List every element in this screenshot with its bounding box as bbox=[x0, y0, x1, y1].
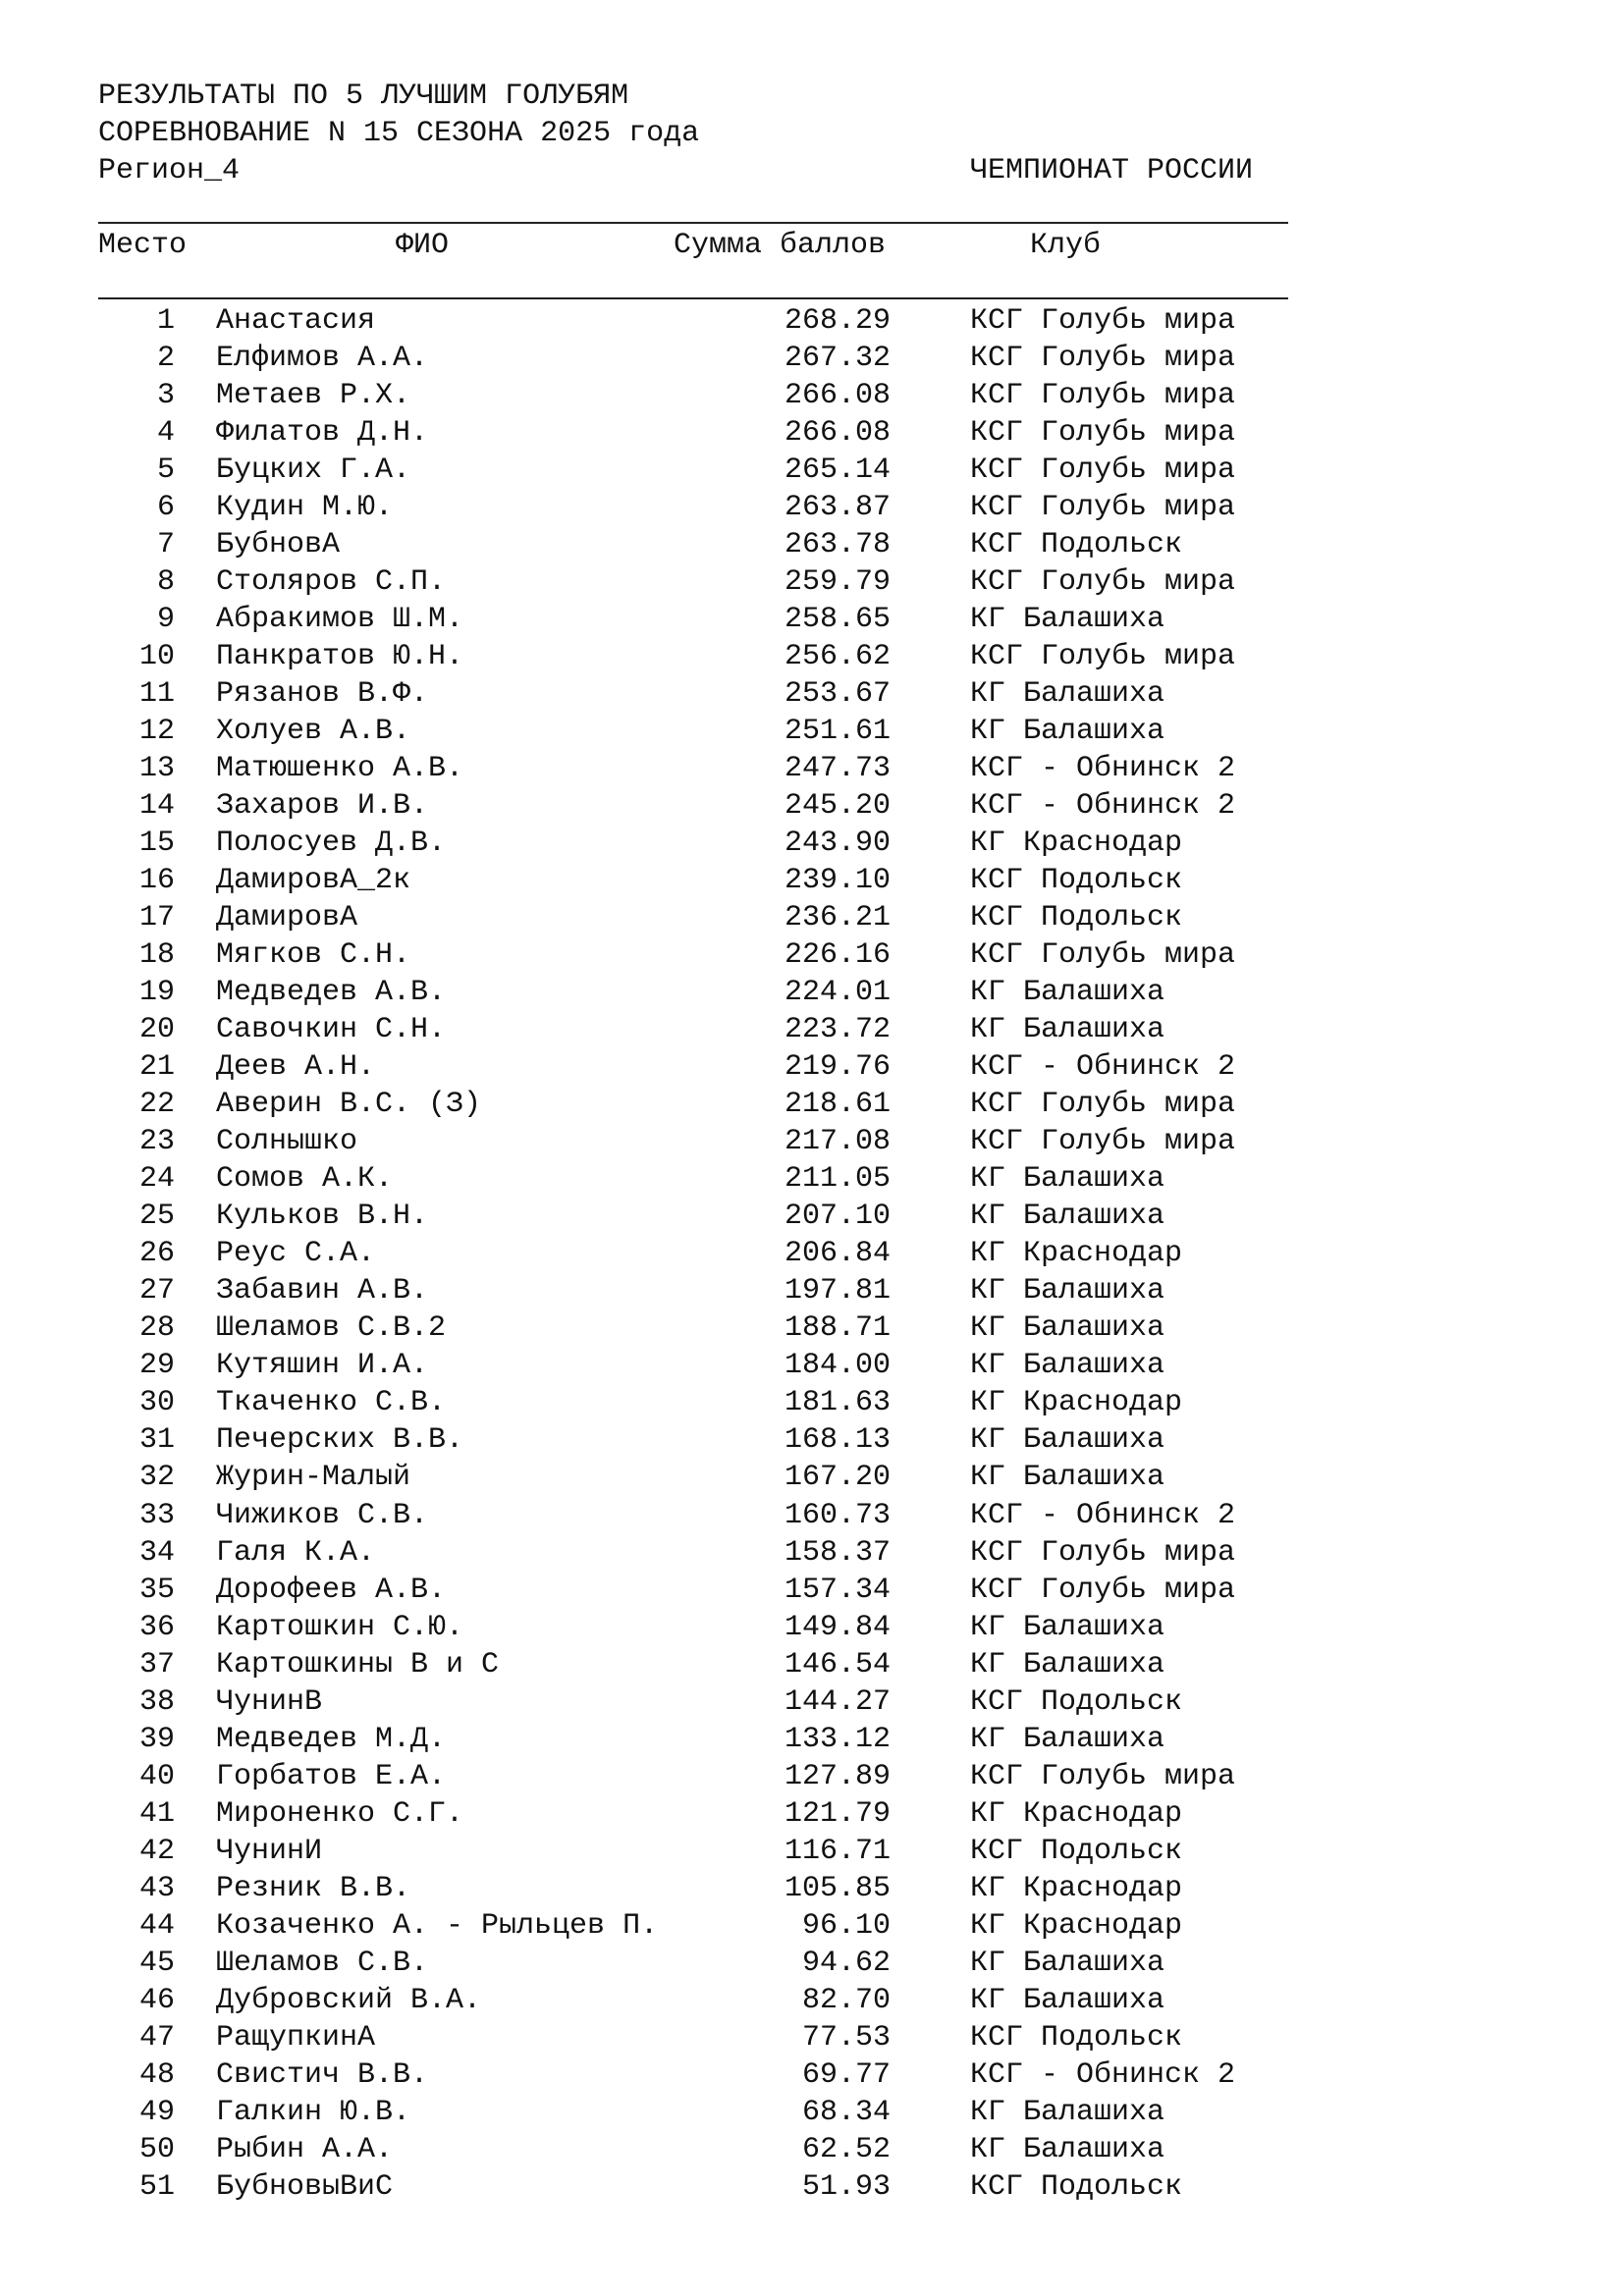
column-header-club: Клуб bbox=[1030, 229, 1102, 262]
row-place: 29 bbox=[138, 1349, 175, 1383]
row-place: 16 bbox=[138, 864, 175, 898]
table-row bbox=[0, 1870, 1624, 1907]
row-place: 33 bbox=[138, 1498, 175, 1532]
row-club: КГ Балашиха bbox=[970, 2095, 1165, 2129]
table-row bbox=[0, 899, 1624, 936]
table-row bbox=[0, 1534, 1624, 1572]
row-club: КГ Краснодар bbox=[970, 1386, 1183, 1420]
row-name: Сомов А.К. bbox=[216, 1162, 394, 1197]
row-place: 11 bbox=[138, 677, 175, 712]
row-score: 251.61 bbox=[784, 715, 891, 749]
table-row bbox=[0, 862, 1624, 899]
row-club: КСГ Подольск bbox=[970, 1684, 1183, 1719]
row-place: 32 bbox=[138, 1461, 175, 1495]
row-club: КСГ Голубь мира bbox=[970, 491, 1236, 525]
row-score: 256.62 bbox=[784, 640, 891, 674]
row-club: КГ Балашиха bbox=[970, 1423, 1165, 1458]
row-place: 10 bbox=[138, 640, 175, 674]
row-club: КГ Балашиха bbox=[970, 1311, 1165, 1346]
row-place: 1 bbox=[156, 304, 175, 338]
table-row bbox=[0, 1011, 1624, 1048]
row-name: Реус С.А. bbox=[216, 1237, 376, 1271]
row-score: 267.32 bbox=[784, 342, 891, 376]
row-name: Горбатов Е.А. bbox=[216, 1759, 447, 1793]
row-name: Медведев М.Д. bbox=[216, 1722, 447, 1756]
row-score: 226.16 bbox=[784, 938, 891, 973]
row-name: Галкин Ю.В. bbox=[216, 2095, 411, 2129]
table-row bbox=[0, 2094, 1624, 2131]
row-club: КСГ Голубь мира bbox=[970, 1573, 1236, 1607]
row-place: 13 bbox=[138, 752, 175, 786]
row-score: 144.27 bbox=[784, 1684, 891, 1719]
row-club: КГ Балашиха bbox=[970, 1722, 1165, 1756]
row-score: 168.13 bbox=[784, 1423, 891, 1458]
row-score: 207.10 bbox=[784, 1200, 891, 1234]
row-score: 247.73 bbox=[784, 752, 891, 786]
row-score: 158.37 bbox=[784, 1535, 891, 1570]
row-club: КСГ - Обнинск 2 bbox=[970, 1050, 1236, 1085]
table-row bbox=[0, 1272, 1624, 1309]
row-club: КСГ Подольск bbox=[970, 901, 1183, 935]
row-club: КГ Краснодар bbox=[970, 1237, 1183, 1271]
row-club: КГ Балашиха bbox=[970, 1013, 1165, 1047]
row-score: 224.01 bbox=[784, 976, 891, 1010]
row-name: Ткаченко С.В. bbox=[216, 1386, 447, 1420]
row-name: Чижиков С.В. bbox=[216, 1498, 429, 1532]
row-place: 46 bbox=[138, 1983, 175, 2017]
table-row bbox=[0, 1347, 1624, 1384]
row-club: КСГ Голубь мира bbox=[970, 379, 1236, 413]
row-club: КСГ Голубь мира bbox=[970, 565, 1236, 600]
table-row bbox=[0, 340, 1624, 377]
row-score: 160.73 bbox=[784, 1498, 891, 1532]
row-place: 38 bbox=[138, 1684, 175, 1719]
row-score: 181.63 bbox=[784, 1386, 891, 1420]
row-club: КСГ Подольск bbox=[970, 2169, 1183, 2204]
table-row bbox=[0, 675, 1624, 713]
row-club: КСГ Подольск bbox=[970, 1834, 1183, 1868]
table-row bbox=[0, 1123, 1624, 1160]
table-row bbox=[0, 1459, 1624, 1496]
row-place: 23 bbox=[138, 1125, 175, 1159]
table-row bbox=[0, 1758, 1624, 1795]
table-row bbox=[0, 787, 1624, 825]
row-club: КГ Балашиха bbox=[970, 677, 1165, 712]
row-place: 20 bbox=[138, 1013, 175, 1047]
table-row bbox=[0, 377, 1624, 414]
row-club: КГ Балашиха bbox=[970, 1610, 1165, 1644]
table-row bbox=[0, 1795, 1624, 1833]
row-place: 5 bbox=[156, 454, 175, 488]
row-place: 30 bbox=[138, 1386, 175, 1420]
championship-label: ЧЕМПИОНАТ РОССИИ bbox=[970, 154, 1254, 187]
table-row bbox=[0, 638, 1624, 675]
row-place: 8 bbox=[156, 565, 175, 600]
row-name: Картошкин С.Ю. bbox=[216, 1610, 464, 1644]
row-score: 211.05 bbox=[784, 1162, 891, 1197]
row-place: 9 bbox=[156, 603, 175, 637]
row-name: Медведев А.В. bbox=[216, 976, 447, 1010]
row-score: 268.29 bbox=[784, 304, 891, 338]
row-name: Кульков В.Н. bbox=[216, 1200, 429, 1234]
row-score: 96.10 bbox=[801, 1908, 891, 1943]
row-name: ЧунинИ bbox=[216, 1834, 323, 1868]
row-place: 21 bbox=[138, 1050, 175, 1085]
row-name: БубновыВиС bbox=[216, 2169, 394, 2204]
row-club: КСГ - Обнинск 2 bbox=[970, 1498, 1236, 1532]
table-row bbox=[0, 302, 1624, 340]
table-row bbox=[0, 1646, 1624, 1683]
row-score: 218.61 bbox=[784, 1088, 891, 1122]
table-row bbox=[0, 1683, 1624, 1721]
row-score: 68.34 bbox=[801, 2095, 891, 2129]
table-row bbox=[0, 601, 1624, 638]
row-name: Мягков С.Н. bbox=[216, 938, 411, 973]
row-name: Полосуев Д.В. bbox=[216, 827, 447, 861]
column-header-score: Сумма баллов bbox=[674, 229, 887, 262]
row-name: Печерских В.В. bbox=[216, 1423, 464, 1458]
row-score: 223.72 bbox=[784, 1013, 891, 1047]
row-place: 50 bbox=[138, 2132, 175, 2166]
row-place: 25 bbox=[138, 1200, 175, 1234]
row-place: 34 bbox=[138, 1535, 175, 1570]
table-row bbox=[0, 2056, 1624, 2094]
row-score: 146.54 bbox=[784, 1647, 891, 1682]
row-club: КСГ Голубь мира bbox=[970, 938, 1236, 973]
row-club: КГ Балашиха bbox=[970, 603, 1165, 637]
row-name: Резник В.В. bbox=[216, 1871, 411, 1905]
row-place: 15 bbox=[138, 827, 175, 861]
table-row bbox=[0, 1384, 1624, 1421]
row-score: 62.52 bbox=[801, 2132, 891, 2166]
row-club: КГ Балашиха bbox=[970, 1983, 1165, 2017]
row-name: Свистич В.В. bbox=[216, 2057, 429, 2092]
row-place: 51 bbox=[138, 2169, 175, 2204]
row-score: 219.76 bbox=[784, 1050, 891, 1085]
row-score: 263.87 bbox=[784, 491, 891, 525]
row-club: КСГ Подольск bbox=[970, 864, 1183, 898]
row-score: 263.78 bbox=[784, 528, 891, 562]
row-name: ЧунинВ bbox=[216, 1684, 323, 1719]
results-table bbox=[0, 302, 1624, 2206]
row-name: ДамировА_2к bbox=[216, 864, 411, 898]
table-row bbox=[0, 1833, 1624, 1870]
row-score: 149.84 bbox=[784, 1610, 891, 1644]
row-name: Матюшенко А.В. bbox=[216, 752, 464, 786]
header-top-rule bbox=[98, 222, 1288, 224]
row-club: КГ Балашиха bbox=[970, 976, 1165, 1010]
table-row bbox=[0, 974, 1624, 1011]
row-club: КГ Краснодар bbox=[970, 1871, 1183, 1905]
row-score: 265.14 bbox=[784, 454, 891, 488]
row-name: Кудин М.Ю. bbox=[216, 491, 394, 525]
row-name: Буцких Г.А. bbox=[216, 454, 411, 488]
region-label: Регион_4 bbox=[98, 154, 241, 187]
row-name: Рыбин А.А. bbox=[216, 2132, 394, 2166]
row-place: 14 bbox=[138, 789, 175, 824]
row-club: КГ Балашиха bbox=[970, 1349, 1165, 1383]
row-score: 121.79 bbox=[784, 1796, 891, 1831]
row-place: 3 bbox=[156, 379, 175, 413]
row-name: Рязанов В.Ф. bbox=[216, 677, 429, 712]
row-place: 41 bbox=[138, 1796, 175, 1831]
table-row bbox=[0, 414, 1624, 452]
row-place: 24 bbox=[138, 1162, 175, 1197]
table-row bbox=[0, 526, 1624, 563]
row-place: 22 bbox=[138, 1088, 175, 1122]
table-row bbox=[0, 1945, 1624, 1982]
row-score: 239.10 bbox=[784, 864, 891, 898]
row-name: Деев А.Н. bbox=[216, 1050, 376, 1085]
table-row bbox=[0, 1198, 1624, 1235]
row-name: РащупкинА bbox=[216, 2020, 376, 2055]
row-name: Козаченко А. - Рыльцев П. bbox=[216, 1908, 659, 1943]
row-club: КСГ Голубь мира bbox=[970, 1088, 1236, 1122]
row-place: 42 bbox=[138, 1834, 175, 1868]
row-club: КСГ Голубь мира bbox=[970, 416, 1236, 451]
row-club: КСГ Голубь мира bbox=[970, 304, 1236, 338]
row-club: КГ Балашиха bbox=[970, 1946, 1165, 1980]
row-club: КСГ Голубь мира bbox=[970, 454, 1236, 488]
table-row bbox=[0, 1497, 1624, 1534]
table-row bbox=[0, 1572, 1624, 1609]
report-title: РЕЗУЛЬТАТЫ ПО 5 ЛУЧШИМ ГОЛУБЯМ bbox=[98, 80, 629, 113]
table-row bbox=[0, 1982, 1624, 2019]
row-club: КГ Балашиха bbox=[970, 1162, 1165, 1197]
row-name: Солнышко bbox=[216, 1125, 358, 1159]
row-name: Дубровский В.А. bbox=[216, 1983, 482, 2017]
row-place: 44 bbox=[138, 1908, 175, 1943]
row-score: 188.71 bbox=[784, 1311, 891, 1346]
row-club: КСГ Голубь мира bbox=[970, 640, 1236, 674]
row-score: 253.67 bbox=[784, 677, 891, 712]
table-row bbox=[0, 713, 1624, 750]
row-club: КСГ Подольск bbox=[970, 2020, 1183, 2055]
table-row bbox=[0, 1421, 1624, 1459]
row-score: 245.20 bbox=[784, 789, 891, 824]
row-name: Савочкин С.Н. bbox=[216, 1013, 447, 1047]
table-row bbox=[0, 1721, 1624, 1758]
row-name: Кутяшин И.А. bbox=[216, 1349, 429, 1383]
row-club: КГ Балашиха bbox=[970, 1461, 1165, 1495]
row-name: Анастасия bbox=[216, 304, 376, 338]
table-row bbox=[0, 563, 1624, 601]
row-place: 36 bbox=[138, 1610, 175, 1644]
row-place: 47 bbox=[138, 2020, 175, 2055]
row-name: Столяров С.П. bbox=[216, 565, 447, 600]
row-name: Абракимов Ш.М. bbox=[216, 603, 464, 637]
row-name: БубновА bbox=[216, 528, 341, 562]
table-row bbox=[0, 1309, 1624, 1347]
row-score: 266.08 bbox=[784, 416, 891, 451]
row-place: 39 bbox=[138, 1722, 175, 1756]
row-place: 2 bbox=[156, 342, 175, 376]
row-place: 12 bbox=[138, 715, 175, 749]
row-score: 217.08 bbox=[784, 1125, 891, 1159]
table-row bbox=[0, 936, 1624, 974]
table-row bbox=[0, 750, 1624, 787]
row-score: 243.90 bbox=[784, 827, 891, 861]
row-name: ДамировА bbox=[216, 901, 358, 935]
row-name: Метаев Р.Х. bbox=[216, 379, 411, 413]
row-score: 197.81 bbox=[784, 1274, 891, 1308]
row-name: Филатов Д.Н. bbox=[216, 416, 429, 451]
row-name: Галя К.А. bbox=[216, 1535, 376, 1570]
table-row bbox=[0, 2168, 1624, 2206]
row-club: КГ Краснодар bbox=[970, 827, 1183, 861]
table-row bbox=[0, 1235, 1624, 1272]
row-name: Шеламов С.В.2 bbox=[216, 1311, 447, 1346]
table-row bbox=[0, 2019, 1624, 2056]
row-club: КСГ Подольск bbox=[970, 528, 1183, 562]
row-place: 4 bbox=[156, 416, 175, 451]
row-place: 26 bbox=[138, 1237, 175, 1271]
row-place: 7 bbox=[156, 528, 175, 562]
table-row bbox=[0, 1048, 1624, 1086]
row-name: Дорофеев А.В. bbox=[216, 1573, 447, 1607]
row-club: КГ Балашиха bbox=[970, 715, 1165, 749]
row-club: КСГ - Обнинск 2 bbox=[970, 752, 1236, 786]
row-score: 69.77 bbox=[801, 2057, 891, 2092]
row-place: 40 bbox=[138, 1759, 175, 1793]
row-club: КГ Краснодар bbox=[970, 1796, 1183, 1831]
row-club: КГ Балашиха bbox=[970, 1647, 1165, 1682]
row-score: 157.34 bbox=[784, 1573, 891, 1607]
row-name: Забавин А.В. bbox=[216, 1274, 429, 1308]
row-score: 105.85 bbox=[784, 1871, 891, 1905]
row-name: Картошкины В и С bbox=[216, 1647, 500, 1682]
column-header-place: Место bbox=[98, 229, 188, 262]
row-score: 184.00 bbox=[784, 1349, 891, 1383]
row-club: КГ Краснодар bbox=[970, 1908, 1183, 1943]
row-score: 133.12 bbox=[784, 1722, 891, 1756]
row-place: 31 bbox=[138, 1423, 175, 1458]
table-row bbox=[0, 1160, 1624, 1198]
row-score: 82.70 bbox=[801, 1983, 891, 2017]
row-score: 266.08 bbox=[784, 379, 891, 413]
row-score: 236.21 bbox=[784, 901, 891, 935]
row-score: 116.71 bbox=[784, 1834, 891, 1868]
competition-subtitle: СОРЕВНОВАНИЕ N 15 СЕЗОНА 2025 года bbox=[98, 117, 700, 150]
row-score: 258.65 bbox=[784, 603, 891, 637]
row-place: 35 bbox=[138, 1573, 175, 1607]
table-row bbox=[0, 452, 1624, 489]
row-name: Шеламов С.В. bbox=[216, 1946, 429, 1980]
row-club: КСГ Голубь мира bbox=[970, 1125, 1236, 1159]
row-score: 77.53 bbox=[801, 2020, 891, 2055]
row-club: КСГ Голубь мира bbox=[970, 1759, 1236, 1793]
row-name: Елфимов А.А. bbox=[216, 342, 429, 376]
row-score: 94.62 bbox=[801, 1946, 891, 1980]
row-score: 51.93 bbox=[801, 2169, 891, 2204]
column-header-name: ФИО bbox=[396, 229, 450, 262]
table-row bbox=[0, 1907, 1624, 1945]
row-name: Холуев А.В. bbox=[216, 715, 411, 749]
row-place: 37 bbox=[138, 1647, 175, 1682]
row-place: 48 bbox=[138, 2057, 175, 2092]
header-bottom-rule bbox=[98, 297, 1288, 299]
row-name: Панкратов Ю.Н. bbox=[216, 640, 464, 674]
row-name: Мироненко С.Г. bbox=[216, 1796, 464, 1831]
row-score: 259.79 bbox=[784, 565, 891, 600]
row-name: Захаров И.В. bbox=[216, 789, 429, 824]
table-row bbox=[0, 825, 1624, 862]
row-score: 206.84 bbox=[784, 1237, 891, 1271]
row-club: КСГ - Обнинск 2 bbox=[970, 789, 1236, 824]
row-place: 18 bbox=[138, 938, 175, 973]
row-club: КГ Балашиха bbox=[970, 2132, 1165, 2166]
table-row bbox=[0, 2131, 1624, 2168]
row-club: КГ Балашиха bbox=[970, 1274, 1165, 1308]
row-place: 49 bbox=[138, 2095, 175, 2129]
row-place: 6 bbox=[156, 491, 175, 525]
row-score: 127.89 bbox=[784, 1759, 891, 1793]
row-club: КСГ Голубь мира bbox=[970, 342, 1236, 376]
row-score: 167.20 bbox=[784, 1461, 891, 1495]
row-place: 19 bbox=[138, 976, 175, 1010]
table-row bbox=[0, 489, 1624, 526]
row-place: 43 bbox=[138, 1871, 175, 1905]
row-club: КГ Балашиха bbox=[970, 1200, 1165, 1234]
row-club: КСГ Голубь мира bbox=[970, 1535, 1236, 1570]
row-place: 17 bbox=[138, 901, 175, 935]
row-place: 45 bbox=[138, 1946, 175, 1980]
row-club: КСГ - Обнинск 2 bbox=[970, 2057, 1236, 2092]
row-name: Журин-Малый bbox=[216, 1461, 411, 1495]
row-name: Аверин В.С. (З) bbox=[216, 1088, 482, 1122]
row-place: 27 bbox=[138, 1274, 175, 1308]
row-place: 28 bbox=[138, 1311, 175, 1346]
table-row bbox=[0, 1086, 1624, 1123]
table-row bbox=[0, 1609, 1624, 1646]
